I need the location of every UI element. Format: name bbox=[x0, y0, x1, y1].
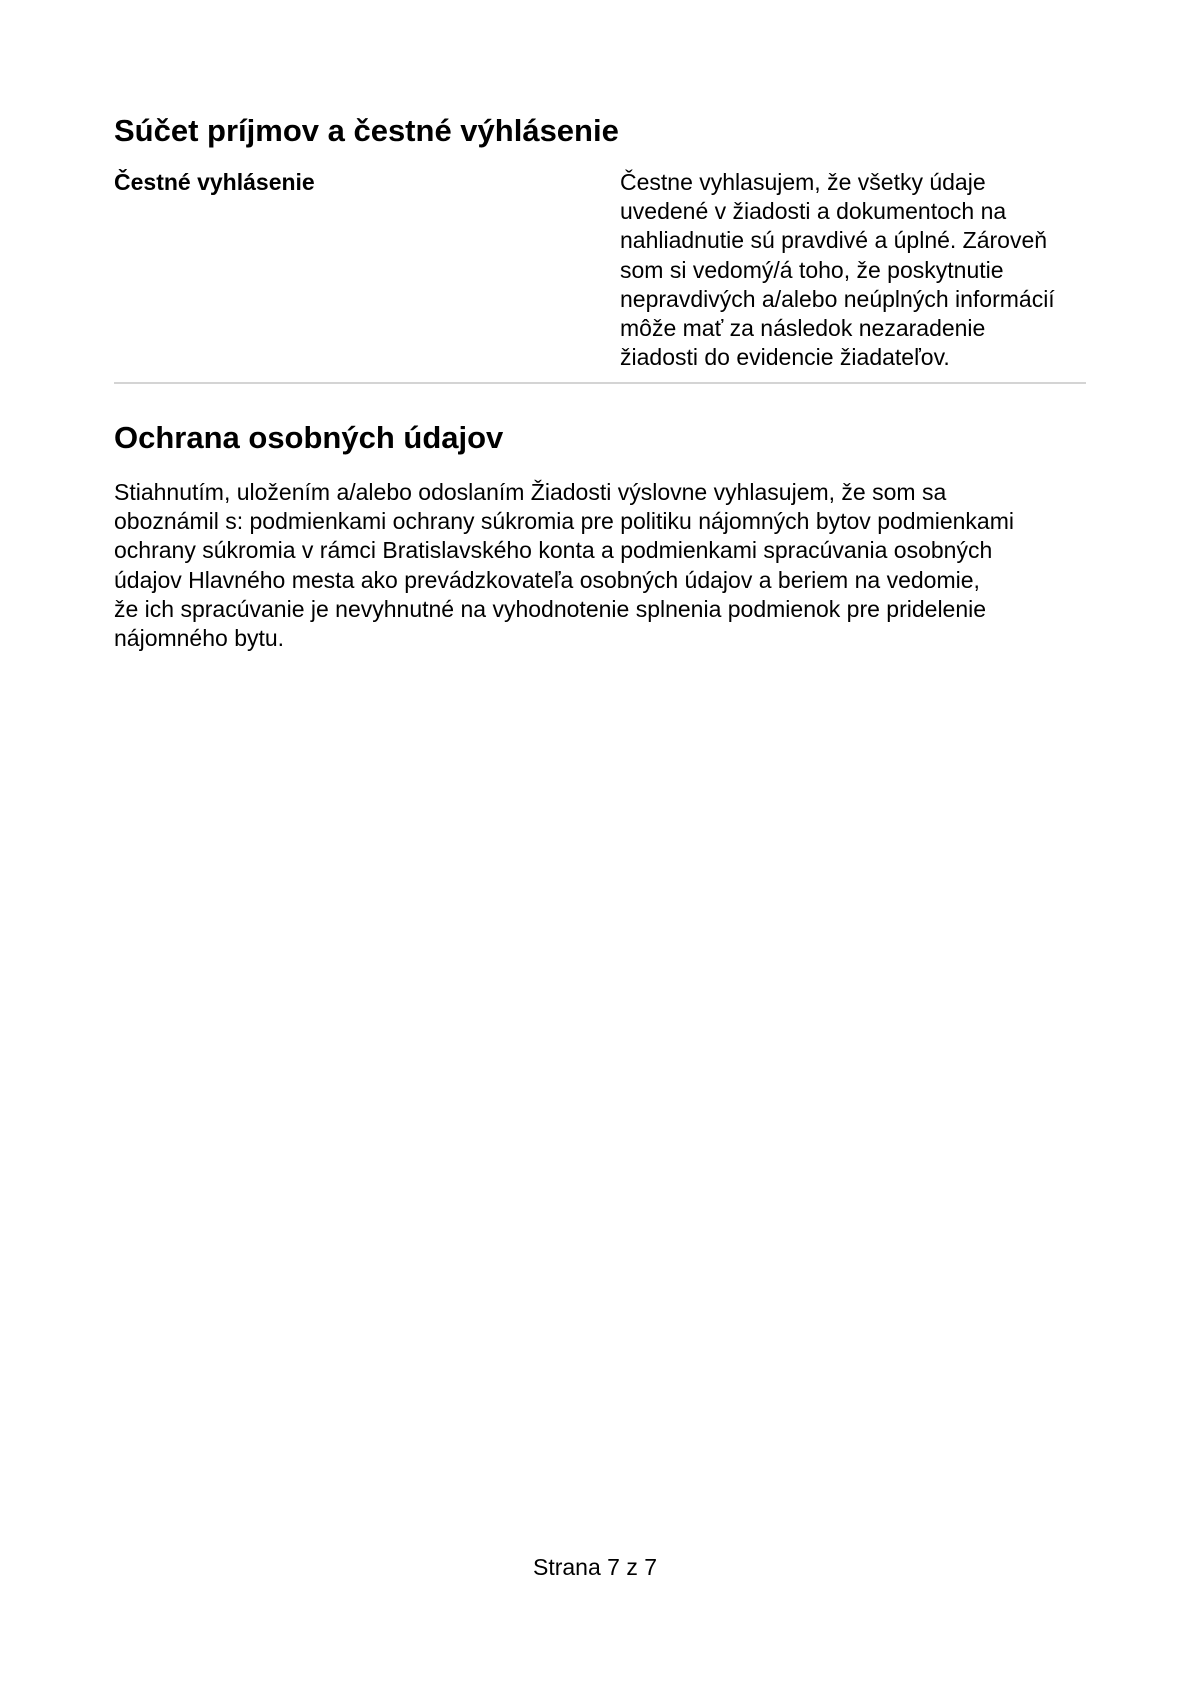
data-protection-text-line: že ich spracúvanie je nevyhnutné na vyhodnotenie splnenia podmienok pre pridelenie bbox=[114, 595, 987, 622]
declaration-row bbox=[114, 168, 1086, 384]
declaration-text-line: Čestne vyhlasujem, že všetky údaje bbox=[620, 169, 986, 195]
declaration-text-line: uvedené v žiadosti a dokumentoch na bbox=[620, 198, 1007, 225]
declaration-text bbox=[620, 168, 1090, 372]
declaration-text-line: nahliadnutie sú pravdivé a úplné. Zároveň bbox=[620, 227, 1048, 254]
data-protection-text-line: ochrany súkromia v rámci Bratislavského konta a podmienkami spracúvania osobných bbox=[114, 537, 993, 564]
data-protection-text-line: oboznámil s: podmienkami ochrany súkromia pre politiku nájomných bytov podmienkami bbox=[114, 508, 1014, 535]
declaration-text-line: žiadosti do evidencie žiadateľov. bbox=[620, 344, 950, 371]
document-page bbox=[114, 0, 1086, 1683]
data-protection-text-line: údajov Hlavného mesta ako prevádzkovateľa osobných údajov a beriem na vedomie, bbox=[114, 566, 980, 593]
declaration-text-line: nepravdivých a/alebo neúplných informácií bbox=[620, 285, 1055, 312]
data-protection-text-line: nájomného bytu. bbox=[114, 625, 285, 652]
declaration-text-line: môže mať za následok nezaradenie bbox=[620, 315, 986, 342]
data-protection-text bbox=[114, 478, 1084, 653]
income-declaration-title: Súčet príjmov a čestné výhlásenie bbox=[114, 113, 619, 148]
declaration-label: Čestné vyhlásenie bbox=[114, 169, 315, 195]
data-protection-text-line: Stiahnutím, uložením a/alebo odoslaním Žiadosti výslovne vyhlasujem, že som sa bbox=[114, 479, 947, 505]
page-number: Strana 7 z 7 bbox=[532, 1554, 658, 1580]
data-protection-title: Ochrana osobných údajov bbox=[114, 420, 504, 455]
declaration-text-line: som si vedomý/á toho, že poskytnutie bbox=[620, 256, 1004, 283]
